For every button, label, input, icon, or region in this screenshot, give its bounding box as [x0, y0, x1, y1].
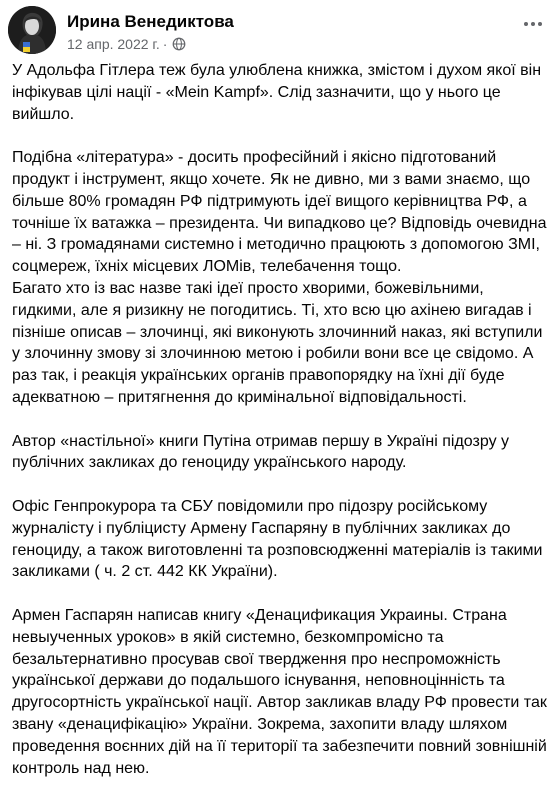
- menu-dot: [531, 22, 535, 26]
- author-name[interactable]: Ирина Венедиктова: [67, 12, 234, 31]
- globe-icon: [172, 37, 186, 51]
- post-paragraph: Багато хто із вас назве такі ідеї просто хворими, божевільними, гидкими, але я ризикну не погодитись. Ті, хто всю цю ахінею вигадав і пізніше описав – злочинці, які виконують злочинний наказ, які вступили у злочинну змову зі злочинною метою і робили вони все це свідомо. А раз так, і реакція українських органів правопорядку на їхні дії буде адекватною – притягнення до кримінальної відповідальності.: [12, 279, 543, 406]
- post-date[interactable]: 12 апр. 2022 г.: [67, 36, 160, 52]
- post-header: [8, 6, 552, 54]
- meta-separator: ·: [162, 36, 168, 52]
- author-avatar[interactable]: [8, 6, 56, 54]
- post-meta: [67, 35, 186, 53]
- post-paragraph: Автор «настільної» книги Путіна отримав першу в Україні підозру у публічних закликах до геноциду українського народу.: [12, 432, 510, 472]
- more-options-button[interactable]: [518, 12, 548, 36]
- post-paragraph: Офіс Генпрокурора та СБУ повідомили про підозру російському журналісту і публіцисту Армену Гаспаряну в публічних закликах до геноциду, а також виготовленні та розповсюдженні матеріалів із такими закликами ( ч. 2 ст. 442 КК України).: [12, 497, 543, 581]
- post-paragraph: Подібна «література» - досить професійний і якісно підготований продукт і інструмент, якщо хочете. Як не дивно, ми з вами знаємо, що більше 80% громадян РФ підтримують ідеї вищого керівництва РФ, а точніше їх ватажка – президента. Чи випадково це? Відповідь очевидна – ні. З громадянами системно і методично працюють з допомогою ЗМІ, соцмереж, їхніх місцевих ЛОМів, телебачення тощо.: [12, 149, 547, 276]
- avatar-portrait-icon: [8, 6, 56, 54]
- post-paragraph: Армен Гаспарян написав книгу «Денацификация Украины. Страна невыученных уроков» в якій системно, безкомпромісно та безальтернативно просував свої твердження про неспроможність української держави до подальшого існування, неповноцінність та другосортність української нації. Автор закликав владу РФ провести так звану «денацифікацію» України. Зокрема, захопити владу шляхом проведення воєнних дій на її території та забезпечити повний зовнішній контроль над нею.: [12, 606, 547, 777]
- menu-dot: [538, 22, 542, 26]
- post-paragraph: У Адольфа Гітлера теж була улюблена книжка, змістом і духом якої він інфікував цілі нації - «Mein Kampf». Слід зазначити, що у нього це вийшло.: [12, 62, 542, 123]
- post-body: [12, 60, 552, 801]
- more-horizontal-icon: [524, 22, 528, 26]
